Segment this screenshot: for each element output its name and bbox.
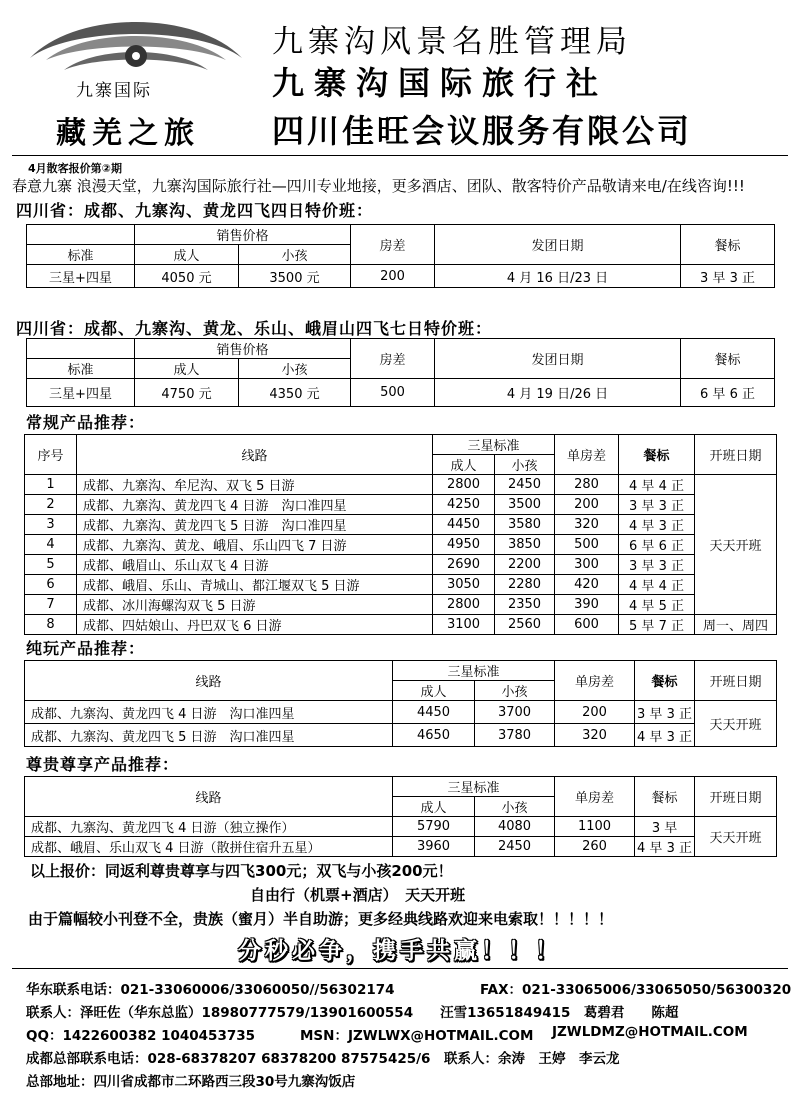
table-cell: 成都、九寨沟、黄龙四飞 5 日游 沟口准四星 [25, 724, 393, 747]
header-cell: 三星标准 [433, 435, 555, 455]
table-cell: 2690 [433, 555, 495, 575]
table-cell: 成都、九寨沟、黄龙四飞 5 日游 沟口准四星 [77, 515, 433, 535]
table-cell: 3 早 3 正 [619, 555, 695, 575]
table-cell: 600 [555, 615, 619, 635]
header-cell: 线路 [25, 661, 393, 701]
header-cell [27, 339, 135, 359]
schedule-cell: 天天开班 [695, 817, 777, 857]
table-cell: 5 早 7 正 [619, 615, 695, 635]
footer-divider [12, 968, 788, 969]
header-cell: 销售价格 [135, 339, 351, 359]
org-name-2: 九寨沟国际旅行社 [272, 64, 609, 102]
table-cell: 5790 [393, 817, 475, 837]
table-cell: 2450 [475, 837, 555, 857]
email: JZWLDMZ@HOTMAIL.COM [552, 1024, 748, 1040]
table-cell: 2350 [495, 595, 555, 615]
table-cell: 3050 [433, 575, 495, 595]
table-cell: 成都、四姑娘山、丹巴双飞 6 日游 [77, 615, 433, 635]
table-cell: 3 早 [635, 817, 695, 837]
table-cell: 4 月 16 日/23 日 [435, 265, 681, 288]
header-cell: 发团日期 [435, 339, 681, 379]
issue-label: 4月散客报价第②期 [28, 162, 122, 175]
header-cell: 房差 [351, 225, 435, 265]
table-cell: 3500 元 [239, 265, 351, 288]
table-cell: 6 早 6 正 [619, 535, 695, 555]
table-cell: 3580 [495, 515, 555, 535]
table-cell: 5 [25, 555, 77, 575]
header-cell: 开班日期 [695, 661, 777, 701]
header-cell: 小孩 [475, 681, 555, 701]
table-cell: 4 早 4 正 [619, 575, 695, 595]
header-cell: 餐标 [681, 339, 775, 379]
table-cell: 420 [555, 575, 619, 595]
header-cell: 单房差 [555, 435, 619, 475]
table-cell: 320 [555, 515, 619, 535]
table-cell: 成都、峨眉、乐山双飞 4 日游（散拼住宿升五星） [25, 837, 393, 857]
header-cell: 单房差 [555, 661, 635, 701]
header-cell: 餐标 [635, 661, 695, 701]
table-cell: 3 早 3 正 [619, 495, 695, 515]
intro-text: 春意九寨 浪漫天堂，九寨沟国际旅行社—四川专业地接，更多酒店、团队、散客特价产品敬请来电/在线咨询!!! [12, 177, 745, 195]
motto: 分秒必争，携手共赢！！！ [238, 937, 562, 964]
table-cell: 8 [25, 615, 77, 635]
table-cell: 2280 [495, 575, 555, 595]
table-cell: 2800 [433, 475, 495, 495]
table-cell: 成都、九寨沟、黄龙四飞 4 日游 沟口准四星 [77, 495, 433, 515]
table-cell: 4350 元 [239, 379, 351, 407]
special1-title: 四川省：成都、九寨沟、黄龙四飞四日特价班： [16, 201, 374, 220]
table-cell: 成都、九寨沟、黄龙、峨眉、乐山四飞 7 日游 [77, 535, 433, 555]
slogan: 藏羌之旅 [56, 116, 200, 151]
table-cell: 4450 [393, 701, 475, 724]
table-cell: 4050 元 [135, 265, 239, 288]
table-cell: 390 [555, 595, 619, 615]
schedule-cell: 周一、周四 [695, 615, 777, 635]
table-cell: 4650 [393, 724, 475, 747]
table-cell: 280 [555, 475, 619, 495]
qq: QQ：1422600382 1040453735 [26, 1028, 256, 1044]
header-cell: 发团日期 [435, 225, 681, 265]
east-fax: FAX：021-33065006/33065050/56300320 [480, 982, 792, 998]
table-cell: 4450 [433, 515, 495, 535]
table-cell: 4 早 5 正 [619, 595, 695, 615]
table-cell: 4750 元 [135, 379, 239, 407]
table-cell: 260 [555, 837, 635, 857]
pure-table [24, 660, 777, 747]
table-cell: 1100 [555, 817, 635, 837]
table-cell: 4080 [475, 817, 555, 837]
header-cell: 小孩 [239, 245, 351, 265]
schedule-cell: 天天开班 [695, 701, 777, 747]
header-cell: 小孩 [495, 455, 555, 475]
table-cell: 6 [25, 575, 77, 595]
east-phone: 华东联系电话：021-33060006/33060050//56302174 [26, 982, 395, 998]
table-cell: 200 [555, 495, 619, 515]
header-cell [27, 225, 135, 245]
org-name-3: 四川佳旺会议服务有限公司 [272, 112, 693, 150]
org-name-1: 九寨沟风景名胜管理局 [272, 24, 632, 60]
table-cell: 200 [351, 265, 435, 288]
special2-title: 四川省：成都、九寨沟、黄龙、乐山、峨眉山四飞七日特价班： [16, 319, 493, 338]
table-cell: 300 [555, 555, 619, 575]
table-cell: 三星+四星 [27, 265, 135, 288]
table-cell: 3500 [495, 495, 555, 515]
header-cell: 线路 [77, 435, 433, 475]
header-cell: 房差 [351, 339, 435, 379]
table-cell: 3780 [475, 724, 555, 747]
header-cell: 标准 [27, 245, 135, 265]
table-cell: 4 [25, 535, 77, 555]
table-cell: 3850 [495, 535, 555, 555]
header [0, 0, 800, 150]
table-cell: 6 早 6 正 [681, 379, 775, 407]
logo-text: 九寨国际 [76, 81, 152, 101]
header-cell: 餐标 [635, 777, 695, 817]
table-cell: 成都、九寨沟、牟尼沟、双飞 5 日游 [77, 475, 433, 495]
table-cell: 2560 [495, 615, 555, 635]
header-cell: 小孩 [475, 797, 555, 817]
table-cell: 4950 [433, 535, 495, 555]
table-cell: 成都、九寨沟、黄龙四飞 4 日游（独立操作） [25, 817, 393, 837]
header-cell: 成人 [135, 359, 239, 379]
regular-title: 常规产品推荐： [26, 413, 146, 432]
table-cell: 3700 [475, 701, 555, 724]
table-cell: 3960 [393, 837, 475, 857]
header-cell: 餐标 [619, 435, 695, 475]
table-cell: 3 早 3 正 [635, 701, 695, 724]
header-cell: 餐标 [681, 225, 775, 265]
table-cell: 3 [25, 515, 77, 535]
header-cell: 成人 [433, 455, 495, 475]
hq-phone: 成都总部联系电话：028-68378207 68378200 87575425/6 联系人：余涛 王婷 李云龙 [26, 1051, 620, 1067]
header-cell: 成人 [393, 797, 475, 817]
table-cell: 320 [555, 724, 635, 747]
schedule-cell: 天天开班 [695, 475, 777, 615]
msn: MSN：JZWLWX@HOTMAIL.COM [300, 1028, 534, 1044]
premium-table [24, 776, 777, 857]
table-cell: 2800 [433, 595, 495, 615]
special1-table [26, 224, 775, 288]
table-cell: 成都、峨眉山、乐山双飞 4 日游 [77, 555, 433, 575]
table-cell: 4 早 3 正 [619, 515, 695, 535]
header-divider [12, 155, 788, 156]
table-cell: 成都、冰川海螺沟双飞 5 日游 [77, 595, 433, 615]
header-cell: 小孩 [239, 359, 351, 379]
regular-table [24, 434, 777, 635]
table-cell: 4250 [433, 495, 495, 515]
table-cell: 500 [555, 535, 619, 555]
table-cell: 4 早 3 正 [635, 837, 695, 857]
table-cell: 1 [25, 475, 77, 495]
table-cell: 成都、峨眉、乐山、青城山、都江堰双飞 5 日游 [77, 575, 433, 595]
header-cell: 三星标准 [393, 777, 555, 797]
table-cell: 3100 [433, 615, 495, 635]
premium-title: 尊贵尊享产品推荐： [26, 755, 180, 774]
hq-address: 总部地址：四川省成都市二环路西三段30号九寨沟饭店 [26, 1074, 356, 1090]
table-cell: 2200 [495, 555, 555, 575]
header-cell: 线路 [25, 777, 393, 817]
header-cell: 成人 [393, 681, 475, 701]
table-cell: 4 早 3 正 [635, 724, 695, 747]
header-cell: 开班日期 [695, 435, 777, 475]
table-cell: 200 [555, 701, 635, 724]
note-free-travel: 自由行（机票+酒店） 天天开班 [250, 886, 466, 904]
contacts: 联系人：泽旺佐（华东总监）18980777579/13901600554 汪雪13651849415 葛碧君 陈超 [26, 1005, 679, 1021]
table-cell: 7 [25, 595, 77, 615]
table-cell: 4 月 19 日/26 日 [435, 379, 681, 407]
table-cell: 4 早 4 正 [619, 475, 695, 495]
table-cell: 500 [351, 379, 435, 407]
table-cell: 2 [25, 495, 77, 515]
header-cell: 标准 [27, 359, 135, 379]
special2-table [26, 338, 775, 407]
header-cell: 单房差 [555, 777, 635, 817]
header-cell: 销售价格 [135, 225, 351, 245]
header-cell: 序号 [25, 435, 77, 475]
pure-title: 纯玩产品推荐： [26, 639, 146, 658]
table-cell: 成都、九寨沟、黄龙四飞 4 日游 沟口准四星 [25, 701, 393, 724]
header-cell: 成人 [135, 245, 239, 265]
note-more-routes: 由于篇幅较小刊登不全，贵族（蜜月）半自助游；更多经典线路欢迎来电索取！！！！！ [28, 910, 614, 928]
table-cell: 3 早 3 正 [681, 265, 775, 288]
header-cell: 三星标准 [393, 661, 555, 681]
note-rebate: 以上报价：同返利尊贵尊享与四飞300元；双飞与小孩200元！ [30, 862, 453, 880]
header-cell: 开班日期 [695, 777, 777, 817]
table-cell: 三星+四星 [27, 379, 135, 407]
table-cell: 2450 [495, 475, 555, 495]
